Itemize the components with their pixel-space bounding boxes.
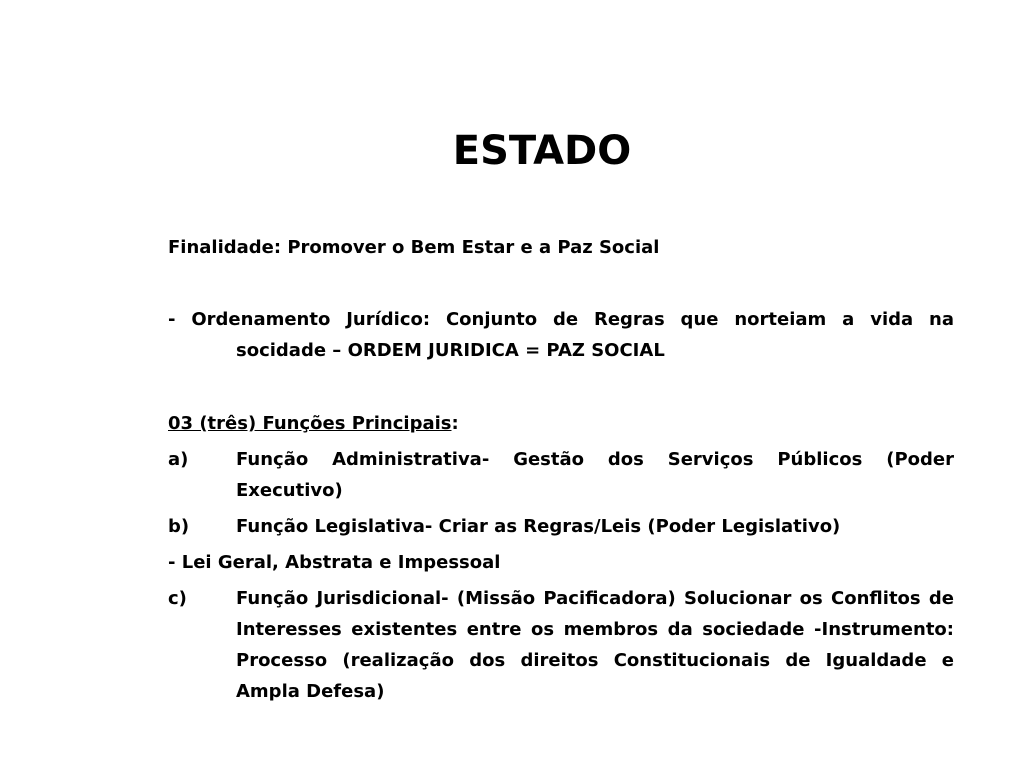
- list-item-a: [168, 444, 954, 506]
- funcoes-heading: [168, 408, 954, 439]
- funcoes-heading-colon: :: [451, 413, 459, 434]
- funcoes-heading-text: 03 (três) Funções Principais: [168, 413, 452, 434]
- slide-title: ESTADO: [452, 128, 632, 174]
- slide-body: [168, 232, 954, 707]
- list-marker-c: c): [168, 588, 187, 609]
- list-item-c: [168, 583, 954, 707]
- list-marker-a: a): [168, 449, 189, 470]
- list-item-b: [168, 511, 954, 542]
- list-text-a: Função Administrativa- Gestão dos Serviços Públicos (Poder Executivo): [236, 449, 954, 501]
- lei-geral-line: - Lei Geral, Abstrata e Impessoal: [168, 552, 501, 573]
- ordenamento-paragraph: - Ordenamento Jurídico: Conjunto de Regras que norteiam a vida na socidade – ORDEM JURIDICA = PAZ SOCIAL: [168, 309, 954, 361]
- list-text-c: Função Jurisdicional- (Missão Pacificadora) Solucionar os Conflitos de Interesses existentes entre os membros da sociedade -Instrumento: Processo (realização dos direitos Constitucionais de Igualdade e Ampla Defesa): [236, 588, 954, 702]
- list-text-b: Função Legislativa- Criar as Regras/Leis (Poder Legislativo): [236, 516, 841, 537]
- finalidade-line: Finalidade: Promover o Bem Estar e a Paz Social: [168, 237, 660, 258]
- list-marker-b: b): [168, 516, 190, 537]
